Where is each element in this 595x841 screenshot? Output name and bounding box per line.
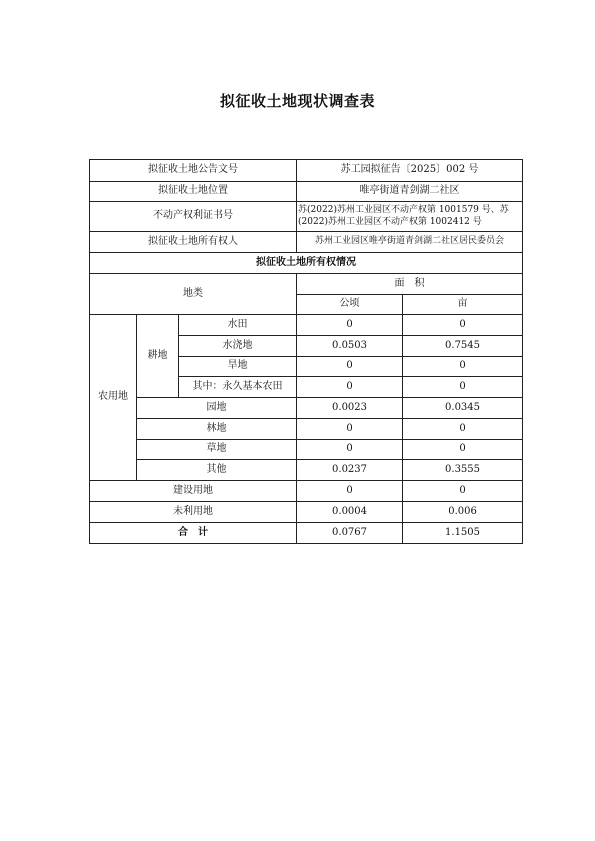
mu-value: 0.7545: [403, 336, 523, 357]
mu-value: 0: [403, 419, 523, 440]
table-row: [90, 315, 523, 336]
hectare-value: 0: [297, 440, 403, 460]
hectare-value: 0.0004: [297, 502, 403, 523]
total-label: 合 计: [90, 523, 297, 544]
cultivated-label: 耕地: [137, 315, 179, 398]
mu-value: 0: [403, 440, 523, 460]
table-row: [90, 398, 523, 419]
info-value: 苏工园拟征告〔2025〕002 号: [297, 160, 523, 182]
hectare-value: 0: [297, 419, 403, 440]
info-row-notice: [90, 160, 523, 182]
header-row: [90, 274, 523, 295]
info-value: 唯亭街道青剑湖二社区: [297, 182, 523, 202]
land-name: 建设用地: [90, 481, 297, 502]
mu-value: 0: [403, 315, 523, 336]
land-name: 水浇地: [179, 336, 297, 357]
land-name: 其他: [137, 460, 297, 481]
hectare-value: 0: [297, 315, 403, 336]
hectare-value: 0: [297, 377, 403, 398]
table-row: [90, 460, 523, 481]
land-name: 未利用地: [90, 502, 297, 523]
total-mu: 1.1505: [403, 523, 523, 544]
hectare-value: 0.0237: [297, 460, 403, 481]
info-row-location: [90, 182, 523, 202]
agri-label: 农用地: [90, 315, 137, 481]
land-name: 园地: [137, 398, 297, 419]
section-title: 拟征收土地所有权情况: [90, 253, 523, 274]
info-label: 拟征收土地位置: [90, 182, 297, 202]
land-type-header: 地类: [90, 274, 297, 315]
hectare-value: 0: [297, 357, 403, 377]
mu-value: 0: [403, 377, 523, 398]
certificate-line-2: (2022)苏州工业园区不动产权第 1002412 号: [298, 216, 482, 227]
land-name: 旱地: [179, 357, 297, 377]
hectare-value: 0.0023: [297, 398, 403, 419]
table-row: [90, 419, 523, 440]
area-header: 面 积: [297, 274, 523, 295]
hectare-value: 0: [297, 481, 403, 502]
mu-value: 0: [403, 357, 523, 377]
total-hectare: 0.0767: [297, 523, 403, 544]
total-row: [90, 523, 523, 544]
land-name: 林地: [137, 419, 297, 440]
land-survey-table: [89, 159, 523, 544]
table-row: [90, 440, 523, 460]
info-row-certificate: [90, 202, 523, 232]
hectare-value: 0.0503: [297, 336, 403, 357]
info-row-owner: [90, 232, 523, 253]
info-label: 不动产权利证书号: [90, 202, 297, 232]
table-row: [90, 502, 523, 523]
table-row: [90, 481, 523, 502]
info-label: 拟征收土地所有权人: [90, 232, 297, 253]
mu-value: 0.006: [403, 502, 523, 523]
mu-header: 亩: [403, 295, 523, 315]
hectare-header: 公顷: [297, 295, 403, 315]
page-title: 拟征收土地现状调查表: [219, 92, 375, 110]
land-name: 其中：永久基本农田: [179, 377, 297, 398]
info-value: 苏州工业园区唯亭街道青剑湖二社区居民委员会: [297, 232, 523, 253]
mu-value: 0: [403, 481, 523, 502]
mu-value: 0.0345: [403, 398, 523, 419]
certificate-line-1: 苏(2022)苏州工业园区不动产权第 1001579 号、苏: [298, 205, 509, 216]
info-value: [297, 202, 523, 232]
land-name: 草地: [137, 440, 297, 460]
info-label: 拟征收土地公告文号: [90, 160, 297, 182]
mu-value: 0.3555: [403, 460, 523, 481]
land-name: 水田: [179, 315, 297, 336]
section-row: [90, 253, 523, 274]
